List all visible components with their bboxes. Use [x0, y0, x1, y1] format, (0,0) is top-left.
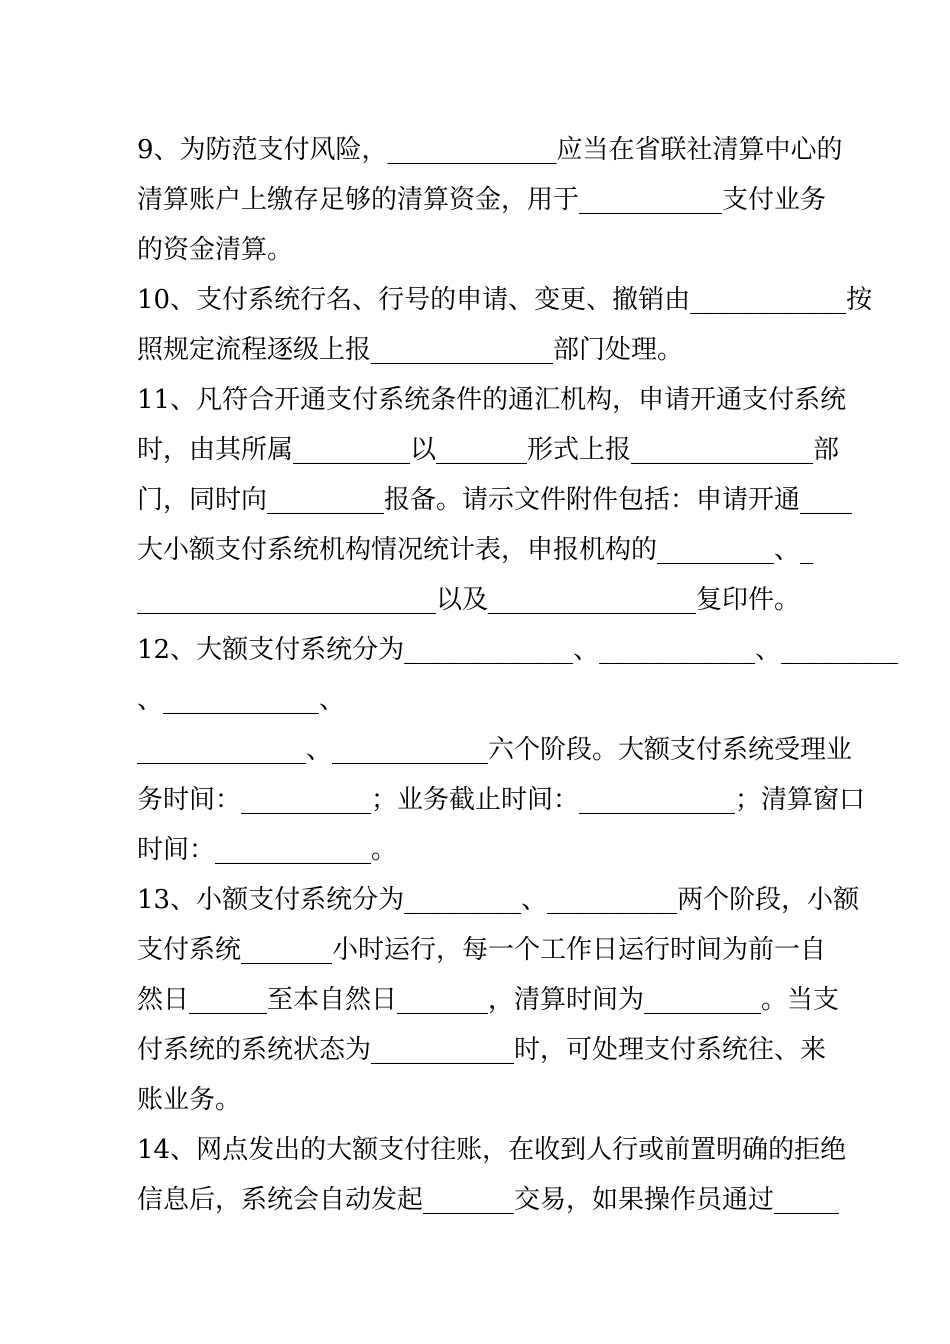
text-line: 付系统的系统状态为___________时，可处理支付系统往、来: [137, 1035, 827, 1065]
text-line: 支付系统_______小时运行，每一个工作日运行时间为前一自: [137, 935, 827, 965]
text-line: 门，同时向_________报备。请示文件附件包括：申请开通____: [137, 485, 853, 515]
text-line: 12、大额支付系统分为_____________、____________、_________: [137, 635, 899, 665]
text-line: 、____________、: [137, 685, 346, 715]
text-line: 10、支付系统行名、行号的申请、变更、撤销由____________按: [137, 285, 873, 315]
text-line: 时，由其所属_________以_______形式上报______________部: [137, 435, 840, 465]
text-line: 11、凡符合开通支付系统条件的通汇机构，申请开通支付系统: [137, 385, 847, 415]
text-line: 14、网点发出的大额支付往账，在收到人行或前置明确的拒绝: [137, 1135, 847, 1165]
text-line: 13、小额支付系统分为_________、__________两个阶段，小额: [137, 885, 860, 915]
text-line: 的资金清算。: [137, 235, 294, 265]
text-line: 信息后，系统会自动发起_______交易，如果操作员通过_____: [137, 1185, 840, 1215]
text-line: 清算账户上缴存足够的清算资金，用于___________支付业务: [137, 185, 827, 215]
text-line: 账业务。: [137, 1085, 242, 1115]
text-line: 务时间：__________；业务截止时间：____________；清算窗口: [137, 785, 866, 815]
text-line: 照规定流程逐级上报______________部门处理。: [137, 335, 684, 365]
text-line: _______________________以及________________复印件。: [137, 585, 801, 615]
text-line: 大小额支付系统机构情况统计表，申报机构的_________、_: [137, 535, 814, 565]
text-line: 然日______至本自然日_______，清算时间为_________。当支: [137, 985, 840, 1015]
text-line: 9、为防范支付风险，_____________应当在省联社清算中心的: [137, 135, 843, 165]
text-line: _____________、____________六个阶段。大额支付系统受理业: [137, 735, 853, 765]
text-line: 时间：____________。: [137, 835, 398, 865]
